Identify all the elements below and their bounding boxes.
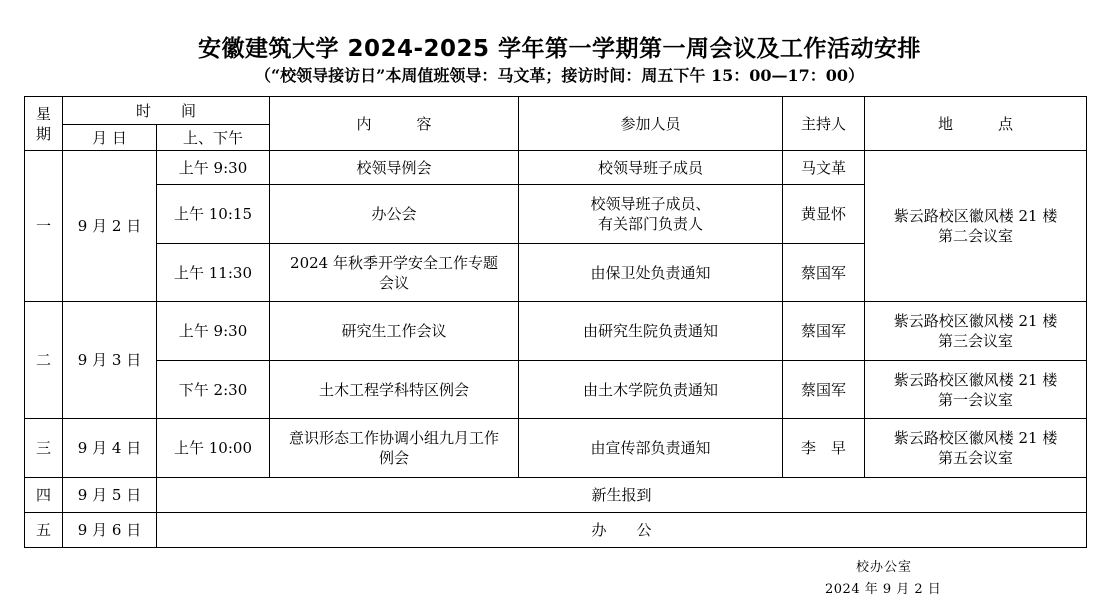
location-cell: 紫云路校区徽风楼 21 楼 第二会议室 xyxy=(865,151,1087,302)
time-cell: 上午 10:00 xyxy=(157,419,270,478)
note-cell: 新生报到 xyxy=(157,478,1087,513)
content-cell: 研究生工作会议 xyxy=(270,302,519,361)
host-cell: 蔡国军 xyxy=(783,302,865,361)
time-cell: 上午 9:30 xyxy=(157,302,270,361)
table-row xyxy=(25,151,1087,185)
header-participants: 参加人员 xyxy=(519,97,783,151)
participants-cell: 校领导班子成员 xyxy=(519,151,783,185)
header-ampm: 上、下午 xyxy=(157,125,270,151)
weekday-cell: 一 xyxy=(25,151,63,302)
weekday-cell: 四 xyxy=(25,478,63,513)
schedule-table xyxy=(24,96,1087,548)
participants-cell: 由土木学院负责通知 xyxy=(519,361,783,419)
footer-office: 校办公室 xyxy=(856,560,913,575)
table-row xyxy=(25,513,1087,548)
location-cell: 紫云路校区徽风楼 21 楼 第三会议室 xyxy=(865,302,1087,361)
host-cell: 蔡国军 xyxy=(783,361,865,419)
participants-cell: 校领导班子成员、 有关部门负责人 xyxy=(519,185,783,244)
participants-cell: 由宣传部负责通知 xyxy=(519,419,783,478)
date-cell: 9 月 3 日 xyxy=(63,302,157,419)
host-cell: 蔡国军 xyxy=(783,244,865,302)
host-cell: 黄显怀 xyxy=(783,185,865,244)
header-location: 地 点 xyxy=(865,97,1087,151)
note-cell: 办 公 xyxy=(157,513,1087,548)
date-cell: 9 月 2 日 xyxy=(63,151,157,302)
participants-cell: 由保卫处负责通知 xyxy=(519,244,783,302)
header-date: 月 日 xyxy=(63,125,157,151)
content-cell: 土木工程学科特区例会 xyxy=(270,361,519,419)
content-cell: 2024 年秋季开学安全工作专题 会议 xyxy=(270,244,519,302)
time-cell: 上午 9:30 xyxy=(157,151,270,185)
schedule-body xyxy=(25,97,1087,548)
participants-cell: 由研究生院负责通知 xyxy=(519,302,783,361)
page-title: 安徽建筑大学 2024-2025 学年第一学期第一周会议及工作活动安排 xyxy=(197,36,922,62)
footer-date: 2024 年 9 月 2 日 xyxy=(825,582,942,597)
header-host: 主持人 xyxy=(783,97,865,151)
content-cell: 办公会 xyxy=(270,185,519,244)
page-subtitle: （“校领导接访日”本周值班领导：马文革；接访时间：周五下午 15：00—17：00） xyxy=(254,66,865,85)
time-cell: 上午 10:15 xyxy=(157,185,270,244)
header-weekday: 星 期 xyxy=(25,97,63,151)
host-cell: 李 早 xyxy=(783,419,865,478)
weekday-cell: 二 xyxy=(25,302,63,419)
content-cell: 意识形态工作协调小组九月工作 例会 xyxy=(270,419,519,478)
header-time: 时 间 xyxy=(63,97,270,125)
host-cell: 马文革 xyxy=(783,151,865,185)
table-row xyxy=(25,361,1087,419)
date-cell: 9 月 5 日 xyxy=(63,478,157,513)
location-cell: 紫云路校区徽风楼 21 楼 第一会议室 xyxy=(865,361,1087,419)
date-cell: 9 月 6 日 xyxy=(63,513,157,548)
time-cell: 下午 2:30 xyxy=(157,361,270,419)
weekday-cell: 三 xyxy=(25,419,63,478)
table-row xyxy=(25,302,1087,361)
date-cell: 9 月 4 日 xyxy=(63,419,157,478)
header-content: 内 容 xyxy=(270,97,519,151)
weekday-cell: 五 xyxy=(25,513,63,548)
content-cell: 校领导例会 xyxy=(270,151,519,185)
table-row xyxy=(25,478,1087,513)
table-row xyxy=(25,419,1087,478)
time-cell: 上午 11:30 xyxy=(157,244,270,302)
location-cell: 紫云路校区徽风楼 21 楼 第五会议室 xyxy=(865,419,1087,478)
